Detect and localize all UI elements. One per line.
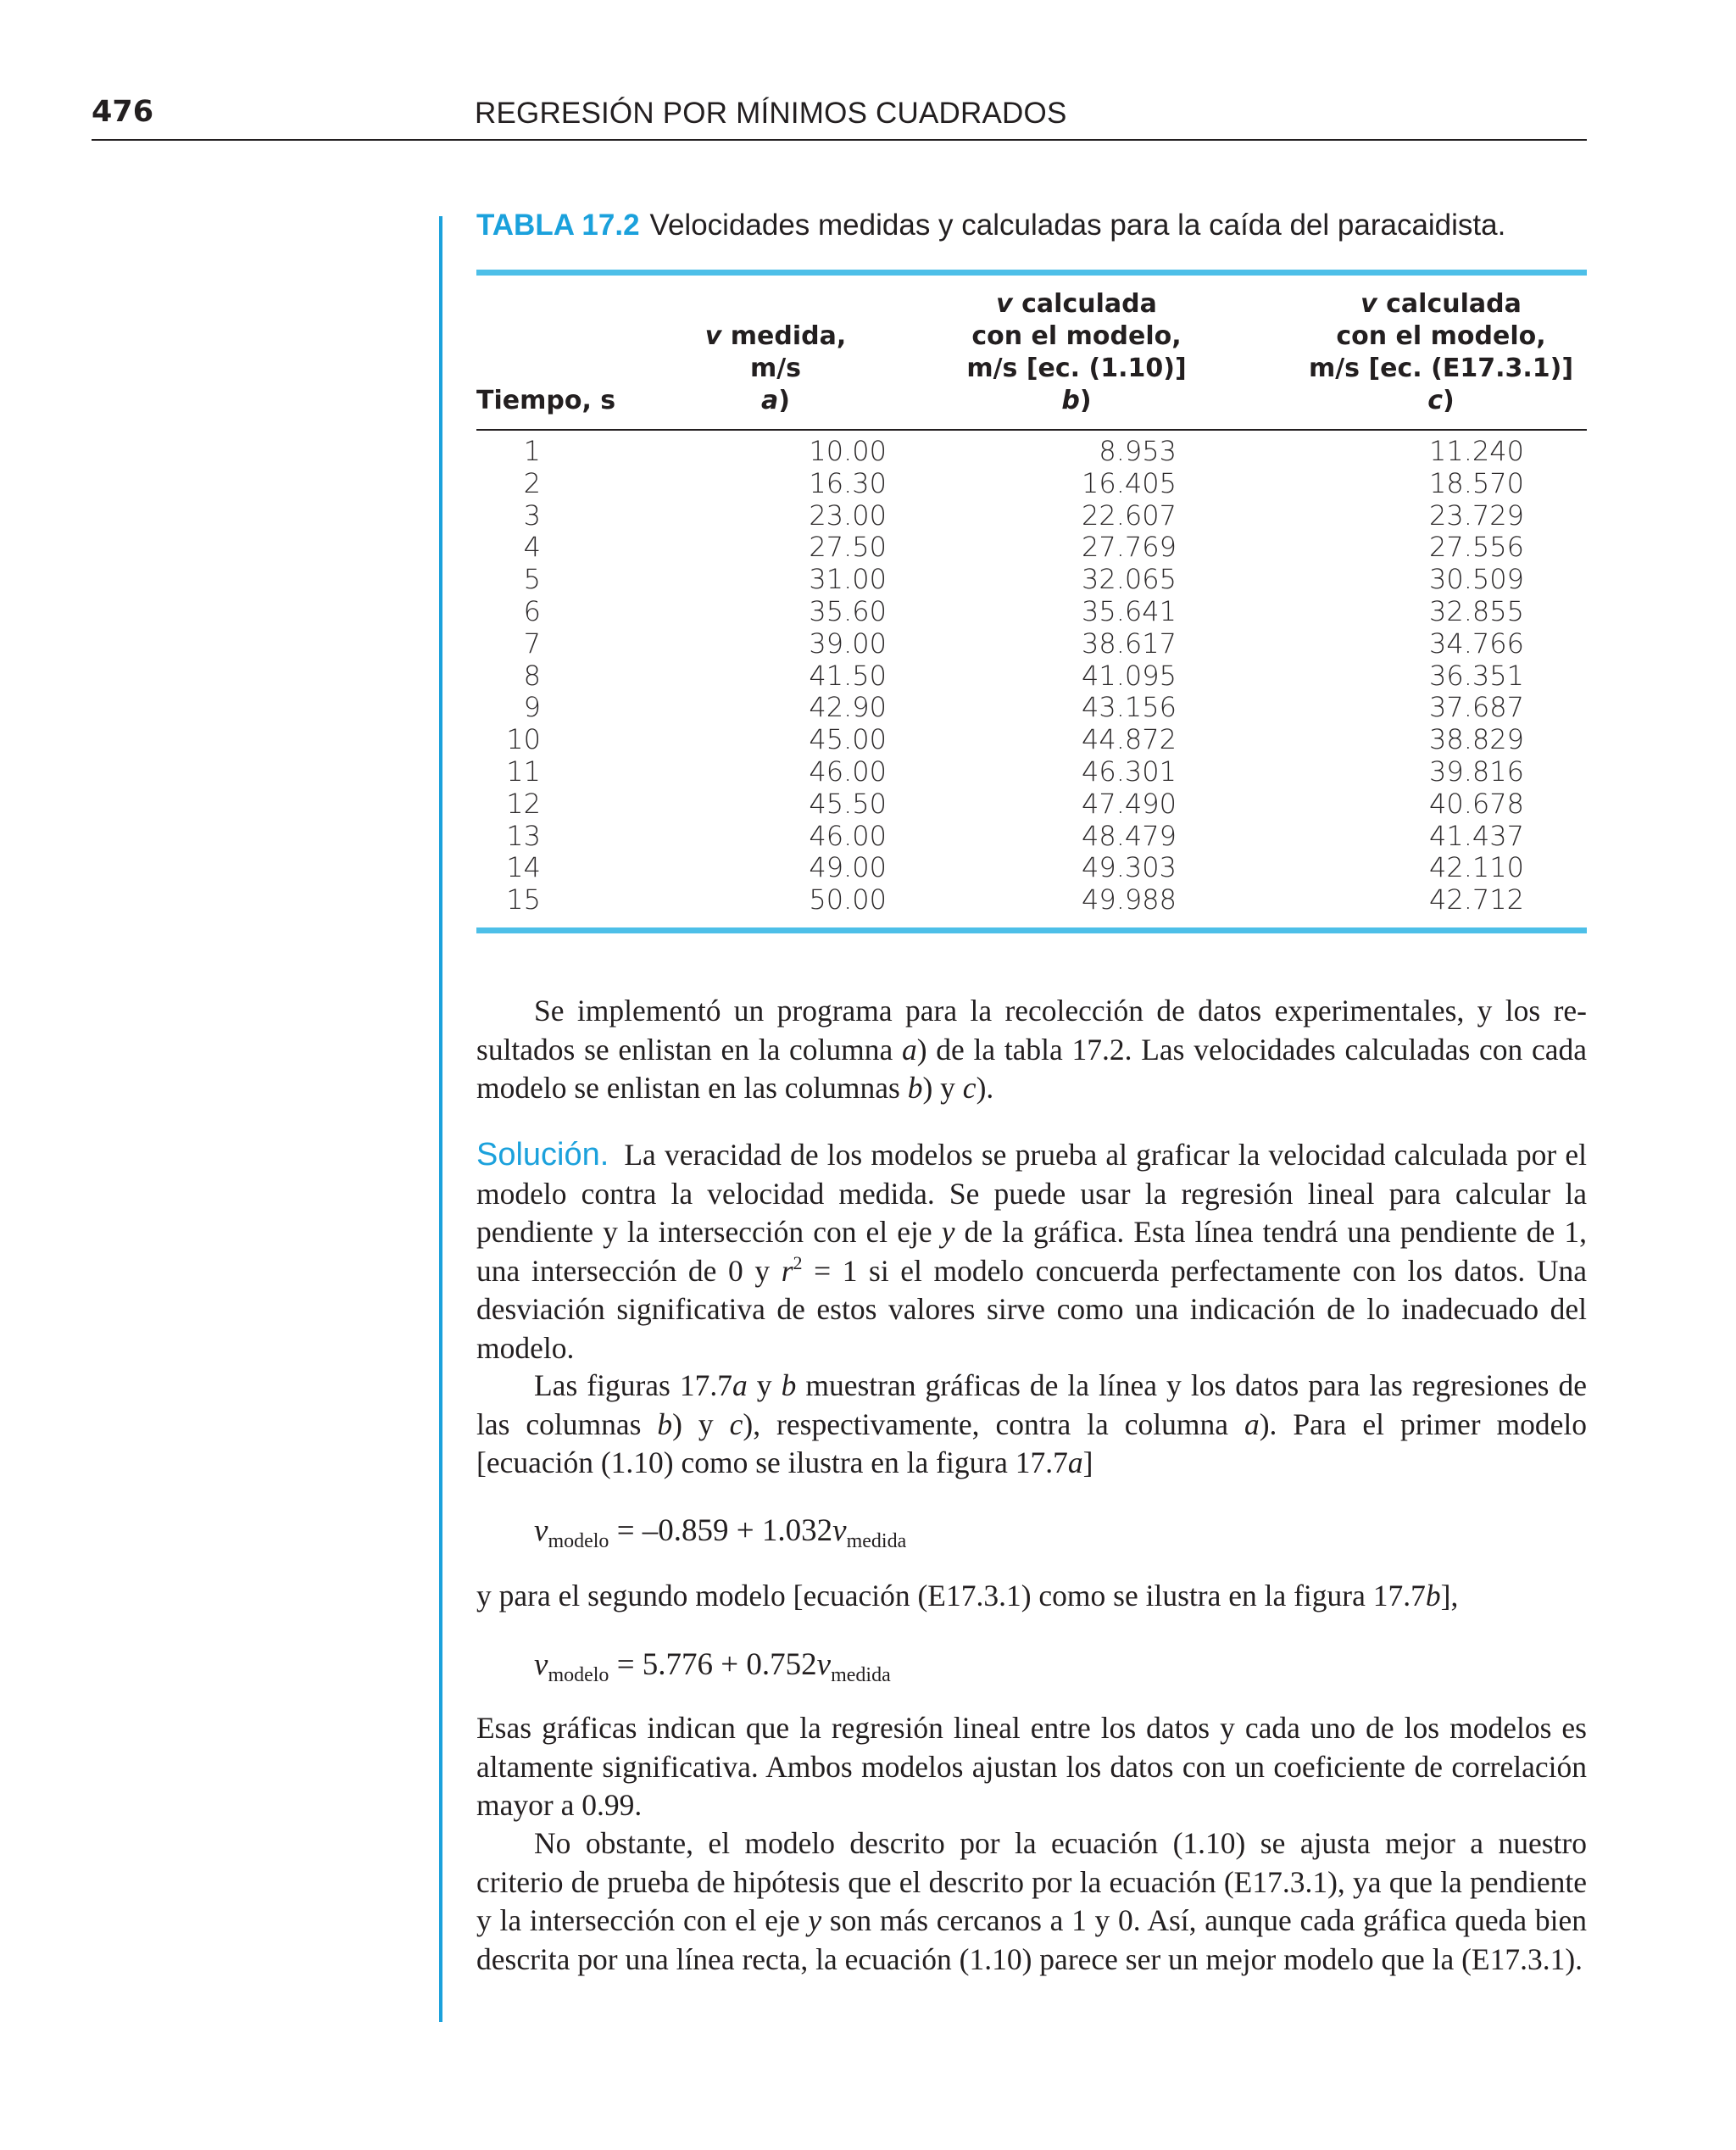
header-model2-line2: con el modelo, <box>1336 321 1546 351</box>
text-run-italic: c <box>729 1406 743 1441</box>
cell-time: 14 <box>506 851 541 884</box>
header-model1-letter: b <box>1061 386 1080 415</box>
header-model1-word: calculada <box>1012 289 1157 319</box>
cell-measured: 46.00 <box>809 819 887 852</box>
table-row <box>476 660 1587 693</box>
table-body <box>476 436 1587 916</box>
table-row <box>476 724 1587 756</box>
cell-model1: 48.479 <box>1082 819 1177 852</box>
table-row <box>476 852 1587 884</box>
eq-subscript: modelo <box>548 1664 609 1686</box>
table-header-model1 <box>932 288 1221 417</box>
table-row <box>476 628 1587 660</box>
cell-measured: 35.60 <box>809 594 887 627</box>
table-bottom-rule <box>476 927 1587 933</box>
text-run-italic: b <box>907 1071 923 1105</box>
cell-model2: 27.556 <box>1429 531 1524 564</box>
paragraph-figures <box>476 1367 1587 1483</box>
eq-subscript: medida <box>831 1664 891 1686</box>
cell-model1: 43.156 <box>1082 691 1177 724</box>
text-run-italic: a <box>1244 1406 1260 1441</box>
cell-model1: 16.405 <box>1082 466 1177 499</box>
chapter-title: REGRESIÓN POR MÍNIMOS CUADRADOS <box>475 97 1067 130</box>
header-measured-line1 <box>661 320 890 353</box>
header-model1-line4 <box>932 385 1221 417</box>
text-run: ) y <box>922 1071 963 1105</box>
text-run: muestran gráficas de la línea y los datos para las regresiones de las columnas <box>476 1368 1588 1441</box>
eq-var: v <box>534 1647 548 1682</box>
cell-model2: 40.678 <box>1429 787 1524 820</box>
header-model2-line1 <box>1297 288 1585 320</box>
cell-model1: 49.988 <box>1082 883 1177 916</box>
text-run: ), respectivamente, contra la columna <box>743 1406 1244 1441</box>
text-run: y <box>747 1368 782 1402</box>
header-time-label: Tiempo, s <box>476 386 616 415</box>
cell-model2: 30.509 <box>1429 563 1524 596</box>
cell-model1: 46.301 <box>1082 755 1177 788</box>
header-model2-line4 <box>1297 385 1585 417</box>
table-row <box>476 596 1587 628</box>
cell-measured: 49.00 <box>809 851 887 884</box>
running-header <box>92 95 1587 141</box>
cell-time: 15 <box>506 883 541 916</box>
cell-measured: 31.00 <box>809 563 887 596</box>
cell-time: 13 <box>506 819 541 852</box>
cell-measured: 46.00 <box>809 755 887 788</box>
text-run-italic: a <box>1067 1445 1083 1479</box>
cell-measured: 50.00 <box>809 883 887 916</box>
paragraph-intro <box>476 992 1587 1108</box>
text-run-italic: a <box>732 1368 748 1402</box>
table-row <box>476 500 1587 532</box>
solution-label: Solución. <box>476 1137 609 1172</box>
text-run-italic: y <box>941 1215 955 1249</box>
text-run: ). Para el primer modelo [ecuación (1.10) como se ilustra en la figura 17.7 <box>476 1406 1587 1479</box>
table-caption-label: TABLA 17.2 <box>476 209 640 242</box>
cell-time: 9 <box>523 691 541 724</box>
cell-measured: 27.50 <box>809 531 887 564</box>
cell-model2: 34.766 <box>1429 627 1524 660</box>
table-caption-text: Velocidades medidas y calculadas para la caída del paracaidista. <box>649 209 1506 242</box>
paragraph-second-model <box>476 1577 1587 1616</box>
cell-model2: 11.240 <box>1429 435 1524 467</box>
cell-measured: 39.00 <box>809 627 887 660</box>
cell-time: 6 <box>523 594 541 627</box>
header-measured-line3 <box>661 385 890 417</box>
cell-model2: 37.687 <box>1429 691 1524 724</box>
header-model1-var: v <box>996 289 1013 319</box>
table-row <box>476 692 1587 724</box>
cell-model1: 32.065 <box>1082 563 1177 596</box>
superscript: 2 <box>793 1251 803 1273</box>
cell-model2: 18.570 <box>1429 466 1524 499</box>
cell-model1: 8.953 <box>1099 435 1177 467</box>
header-model1-line2: con el modelo, <box>971 321 1182 351</box>
cell-model2: 39.816 <box>1429 755 1524 788</box>
header-model2-letter: c <box>1427 386 1444 415</box>
cell-model1: 47.490 <box>1082 787 1177 820</box>
cell-time: 3 <box>523 499 541 532</box>
cell-time: 12 <box>506 787 541 820</box>
eq-subscript: modelo <box>548 1530 609 1552</box>
cell-model1: 22.607 <box>1082 499 1177 532</box>
header-measured-letter: a <box>761 386 779 415</box>
page-number: 476 <box>92 95 154 129</box>
table-header-rule <box>476 429 1587 431</box>
table-caption <box>476 209 1505 242</box>
eq-expression: = 5.776 + 0.752 <box>609 1647 817 1682</box>
header-model1-line1 <box>932 288 1221 320</box>
cell-model1: 49.303 <box>1082 851 1177 884</box>
table-top-rule <box>476 270 1587 276</box>
cell-measured: 16.30 <box>809 466 887 499</box>
equation-model2 <box>534 1646 891 1686</box>
header-model2-line3: m/s [ec. (E17.3.1)] <box>1308 354 1574 383</box>
text-run: La veracidad de los modelos se prueba al graficar la velocidad calculada por el modelo contra la velocidad medida. Se puede usar la regresión lineal para calcular la pendiente y la intersección con el eje <box>476 1138 1587 1249</box>
cell-model2: 23.729 <box>1429 499 1524 532</box>
cell-time: 5 <box>523 563 541 596</box>
cell-measured: 23.00 <box>809 499 887 532</box>
header-model1-line3: m/s [ec. (1.10)] <box>966 354 1187 383</box>
cell-model1: 38.617 <box>1082 627 1177 660</box>
cell-model2: 38.829 <box>1429 723 1524 756</box>
cell-measured: 42.90 <box>809 691 887 724</box>
table-row <box>476 788 1587 821</box>
eq-expression: = –0.859 + 1.032 <box>609 1513 833 1548</box>
paragraph-significance <box>476 1709 1587 1825</box>
header-model1-paren: ) <box>1079 386 1092 415</box>
text-run-italic: a <box>901 1032 917 1067</box>
equation-model1 <box>534 1512 907 1552</box>
cell-measured: 45.50 <box>809 787 887 820</box>
table-row <box>476 564 1587 596</box>
table-header-measured <box>661 320 890 417</box>
text-run: son más cercanos a 1 y 0. Así, aunque cada gráfica queda bien descrita por una línea recta, la ecuación (1.10) parece ser un mejor modelo que la (E17.3.1). <box>476 1903 1588 1976</box>
cell-model2: 42.110 <box>1429 851 1524 884</box>
text-run-italic: b <box>657 1406 673 1441</box>
text-run: Esas gráficas indican que la regresión lineal entre los datos y cada uno de los modelos es altamente significativa. Ambos modelos ajustan los datos con un coeficiente de correlación mayor a 0.99. <box>476 1711 1587 1822</box>
header-measured-word: medida, <box>721 321 847 351</box>
paragraph-conclusion <box>476 1824 1587 1979</box>
header-measured-var: v <box>704 321 722 351</box>
text-run-italic: b <box>1425 1579 1441 1612</box>
paragraph-solution <box>476 1136 1587 1367</box>
header-model2-word: calculada <box>1377 289 1522 319</box>
cell-time: 1 <box>523 435 541 467</box>
eq-var: v <box>832 1513 847 1548</box>
text-run: y para el segundo modelo [ecuación (E17.3.1) como se ilustra en la figura 17.7 <box>476 1579 1426 1612</box>
cell-model1: 35.641 <box>1082 594 1177 627</box>
text-run: ). <box>976 1071 994 1105</box>
cell-time: 4 <box>523 531 541 564</box>
cell-time: 11 <box>506 755 541 788</box>
table-header-model2 <box>1297 288 1585 417</box>
text-run: Se implementó un programa para la recolección de datos experimentales, y los resultados se enlistan en la columna <box>476 994 1587 1067</box>
text-run: ) y <box>672 1406 730 1441</box>
table-header-time <box>476 385 615 417</box>
cell-time: 10 <box>506 723 541 756</box>
cell-measured: 10.00 <box>809 435 887 467</box>
eq-subscript: medida <box>846 1530 907 1552</box>
cell-model2: 42.712 <box>1429 883 1524 916</box>
header-model2-var: v <box>1360 289 1377 319</box>
eq-var: v <box>534 1513 548 1548</box>
text-run-italic: b <box>781 1368 797 1402</box>
cell-time: 8 <box>523 659 541 692</box>
cell-measured: 45.00 <box>809 723 887 756</box>
cell-time: 7 <box>523 627 541 660</box>
table-row <box>476 436 1587 468</box>
cell-measured: 41.50 <box>809 659 887 692</box>
text-run-italic: r <box>781 1253 793 1288</box>
header-model2-paren: ) <box>1443 386 1455 415</box>
text-run: de la gráfica. Esta línea tendrá una pendiente de 1, una intersección de 0 y <box>476 1215 1588 1288</box>
text-run: = 1 si el modelo concuerda perfectamente con los datos. Una desviación significativa de estos valores sirve como una indicación de lo inadecuado del modelo. <box>476 1253 1587 1365</box>
margin-rule <box>439 216 442 2022</box>
cell-model1: 41.095 <box>1082 659 1177 692</box>
text-run-italic: c <box>962 1071 976 1105</box>
text-run: No obstante, el modelo descrito por la ecuación (1.10) se ajusta mejor a nuestro criterio de prueba de hipótesis que el descrito por la ecuación (E17.3.1), ya que la pendiente y la intersección con el eje <box>476 1826 1587 1937</box>
table-row <box>476 532 1587 564</box>
text-run: ) de la tabla 17.2. Las velocidades calculadas con cada modelo se enlistan en las columnas <box>476 1032 1587 1105</box>
table-row <box>476 884 1587 916</box>
table-row <box>476 821 1587 853</box>
cell-model1: 27.769 <box>1082 531 1177 564</box>
table-row <box>476 756 1587 788</box>
header-measured-line2: m/s <box>749 354 802 383</box>
text-run: Las figuras 17.7 <box>534 1368 733 1402</box>
cell-model2: 32.855 <box>1429 594 1524 627</box>
header-measured-paren: ) <box>778 386 790 415</box>
cell-model1: 44.872 <box>1082 723 1177 756</box>
cell-time: 2 <box>523 466 541 499</box>
table-row <box>476 468 1587 500</box>
cell-model2: 36.351 <box>1429 659 1524 692</box>
text-run: ], <box>1440 1579 1459 1612</box>
text-run-italic: y <box>808 1903 822 1937</box>
cell-model2: 41.437 <box>1429 819 1524 852</box>
text-run: ] <box>1082 1445 1093 1479</box>
eq-var: v <box>816 1647 832 1682</box>
